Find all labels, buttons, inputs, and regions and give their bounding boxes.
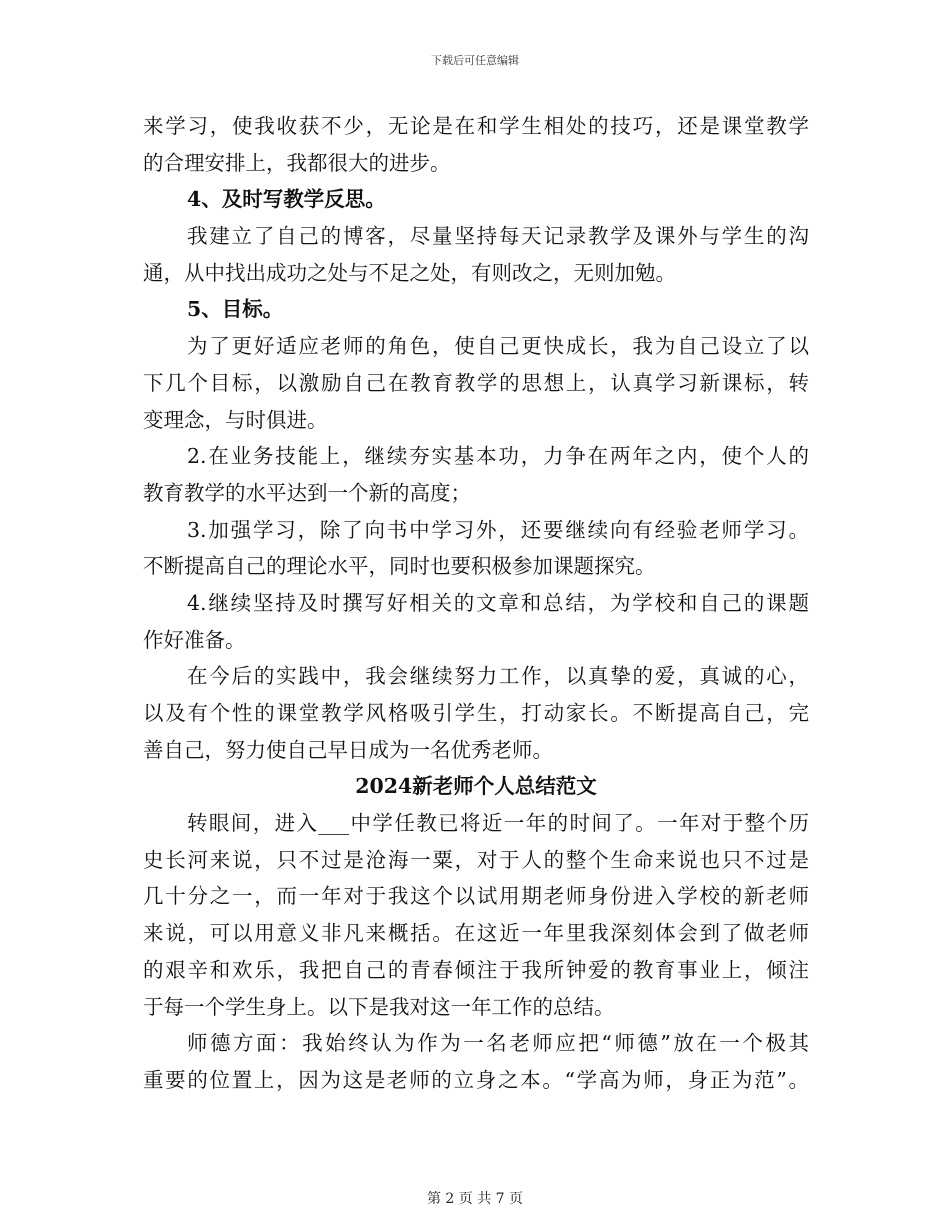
text-line: 师德方面：我始终认为作为一名老师应把“师德”放在一个极其	[187, 1031, 809, 1056]
text-line: 4.继续坚持及时撰写好相关的文章和总结，为学校和自己的课题	[187, 590, 809, 615]
text-line: 不断提高自己的理论水平，同时也要积极参加课题探究。	[143, 554, 656, 579]
document-title: 2024新老师个人总结范文	[355, 774, 597, 799]
text-line: 通，从中找出成功之处与不足之处，有则改之，无则加勉。	[143, 260, 676, 285]
text-line: 变理念，与时俱进。	[143, 407, 328, 432]
text-line: 的合理安排上，我都很大的进步。	[143, 150, 451, 175]
text-line: 来学习，使我收获不少，无论是在和学生相处的技巧，还是课堂教学	[143, 114, 809, 138]
text-line: 作好准备。	[143, 627, 246, 652]
text-line: 善自己，努力使自己早日成为一名优秀老师。	[143, 737, 553, 762]
text-line: 的艰辛和欢乐，我把自己的青春倾注于我所钟爱的教育事业上，倾注	[143, 957, 809, 982]
text-line: 下几个目标，以激励自己在教育教学的思想上，认真学习新课标，转	[143, 370, 809, 395]
document-body	[143, 108, 809, 1099]
section-heading: 4、及时写教学反思。	[187, 187, 386, 212]
text-line: 2.在业务技能上，继续夯实基本功，力争在两年之内，使个人的	[187, 444, 809, 469]
text-line: 教育教学的水平达到一个新的高度；	[143, 480, 471, 505]
text-line: 以及有个性的课堂教学风格吸引学生，打动家长。不断提高自己，完	[143, 701, 809, 725]
text-line: 来说，可以用意义非凡来概括。在这近一年里我深刻体会到了做老师	[143, 921, 809, 946]
text-line: 重要的位置上，因为这是老师的立身之本。“学高为师，身正为范”。	[143, 1067, 809, 1092]
text-line: 于每一个学生身上。以下是我对这一年工作的总结。	[143, 994, 615, 1019]
text-line: 我建立了自己的博客，尽量坚持每天记录教学及课外与学生的沟	[187, 224, 809, 249]
text-line: 转眼间，进入___中学任教已将近一年的时间了。一年对于整个历	[187, 811, 809, 836]
page-header: 下载后可任意编辑	[431, 54, 519, 67]
section-heading: 5、目标。	[187, 297, 284, 322]
text-line: 几十分之一，而一年对于我这个以试用期老师身份进入学校的新老师	[143, 884, 809, 909]
text-line: 3.加强学习，除了向书中学习外，还要继续向有经验老师学习。	[187, 517, 809, 542]
text-line: 为了更好适应老师的角色，使自己更快成长，我为自己设立了以	[187, 334, 809, 359]
page-number: 第 2 页 共 7 页	[426, 1191, 524, 1207]
text-line: 在今后的实践中，我会继续努力工作，以真挚的爱，真诚的心，	[187, 664, 809, 689]
text-line: 史长河来说，只不过是沧海一粟，对于人的整个生命来说也只不过是	[143, 847, 809, 872]
